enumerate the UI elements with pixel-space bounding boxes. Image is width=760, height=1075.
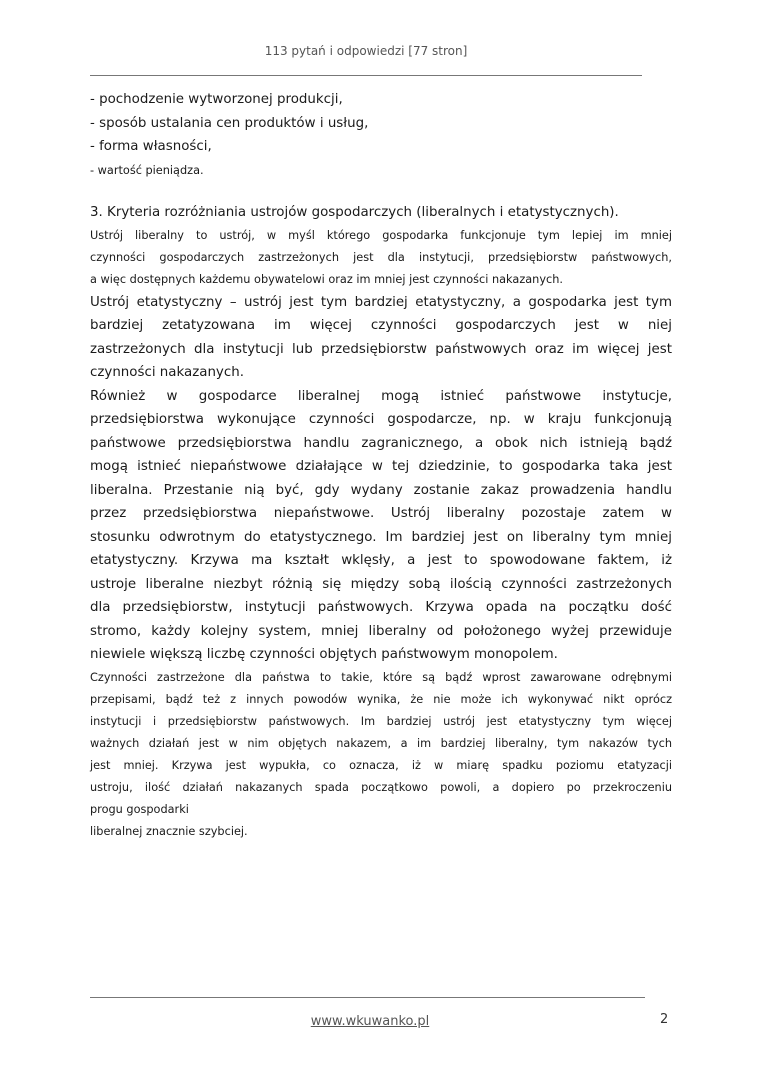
list-item: - pochodzenie wytworzonej produkcji, [90,92,343,107]
paragraph-line: państwowe przedsiębiorstwa handlu zagranicznego, a obok nich istnieją bądź [90,435,672,451]
paragraph-line: stromo, każdy kolejny system, mniej liberalny od położonego wyżej przewiduje [90,623,672,639]
paragraph-line: zastrzeżonych dla instytucji lub przedsiębiorstw państwowych oraz im więcej jest [90,341,672,357]
paragraph-line: przedsiębiorstwa wykonujące czynności gospodarcze, np. w kraju funkcjonują [90,412,672,427]
paragraph-line: dla przedsiębiorstw, instytucji państwowych. Krzywa opada na początku dość [90,600,672,615]
paragraph-line: instytucji i przedsiębiorstw państwowych. Im bardziej ustrój jest etatystyczny tym więcej [90,714,672,728]
paragraph-line: stosunku odwrotnym do etatystycznego. Im bardziej jest on liberalny tym mniej [90,529,672,545]
header-divider [90,75,642,76]
paragraph-line: Ustrój etatystyczny – ustrój jest tym bardziej etatystyczny, a gospodarka jest tym [90,294,672,310]
paragraph-line: niewiele większą liczbę czynności objętych państwowym monopolem. [90,647,558,662]
paragraph-line: bardziej zetatyzowana im więcej czynności gospodarczych jest w niej [90,318,672,333]
paragraph-line: Ustrój liberalny to ustrój, w myśl którego gospodarka funkcjonuje tym lepiej im mniej [90,228,672,242]
page-number: 2 [660,1012,669,1027]
list-item: - wartość pieniądza. [90,163,204,177]
paragraph-line: etatystyczny. Krzywa ma kształt wklęsły, a jest to spowodowane faktem, iż [90,553,672,568]
paragraph-line: ważnych działań jest w nim objętych nakazem, a im bardziej liberalny, tym nakazów tych [90,736,672,750]
paragraph-line: mogą istnieć niepaństwowe działające w tej dziedzinie, to gospodarka taka jest [90,459,672,474]
list-item: - forma własności, [90,139,212,154]
paragraph-line: ustroje liberalne niezbyt różnią się między sobą ilością czynności zastrzeżonych [90,576,672,592]
page-header: 113 pytań i odpowiedzi [77 stron] [264,44,468,58]
section-heading: 3. Kryteria rozróżniania ustrojów gospodarczych (liberalnych i etatystycznych). [90,204,619,220]
footer-divider [90,997,645,998]
paragraph-line: czynności nakazanych. [90,365,244,380]
paragraph-line: przez przedsiębiorstwa niepaństwowe. Ustrój liberalny pozostaje zatem w [90,506,672,521]
paragraph-line: przepisami, bądź też z innych powodów wynika, że nie może ich wykonywać nikt oprócz [90,692,672,706]
paragraph-line: Czynności zastrzeżone dla państwa to takie, które są bądź wprost zawarowane odrębnymi [90,670,672,684]
paragraph-line: a więc dostępnych każdemu obywatelowi oraz im mniej jest czynności nakazanych. [90,272,563,286]
paragraph-line: liberalnej znacznie szybciej. [90,824,248,838]
paragraph-line: jest mniej. Krzywa jest wypukła, co oznacza, iż w miarę spadku poziomu etatyzacji [90,758,672,772]
spacer [90,183,672,201]
footer-website-link[interactable]: www.wkuwanko.pl [310,1014,430,1029]
page-content [90,88,672,843]
paragraph-line: Również w gospodarce liberalnej mogą istnieć państwowe instytucje, [90,388,672,404]
list-item: - sposób ustalania cen produktów i usług, [90,115,369,131]
paragraph-line: progu gospodarki [90,802,189,816]
paragraph-line: czynności gospodarczych zastrzeżonych jest dla instytucji, przedsiębiorstw państwowych, [90,250,672,264]
paragraph-line: liberalna. Przestanie nią być, gdy wydany zostanie zakaz prowadzenia handlu [90,482,672,498]
paragraph-line: ustroju, ilość działań nakazanych spada początkowo powoli, a dopiero po przekroczeniu [90,780,672,794]
